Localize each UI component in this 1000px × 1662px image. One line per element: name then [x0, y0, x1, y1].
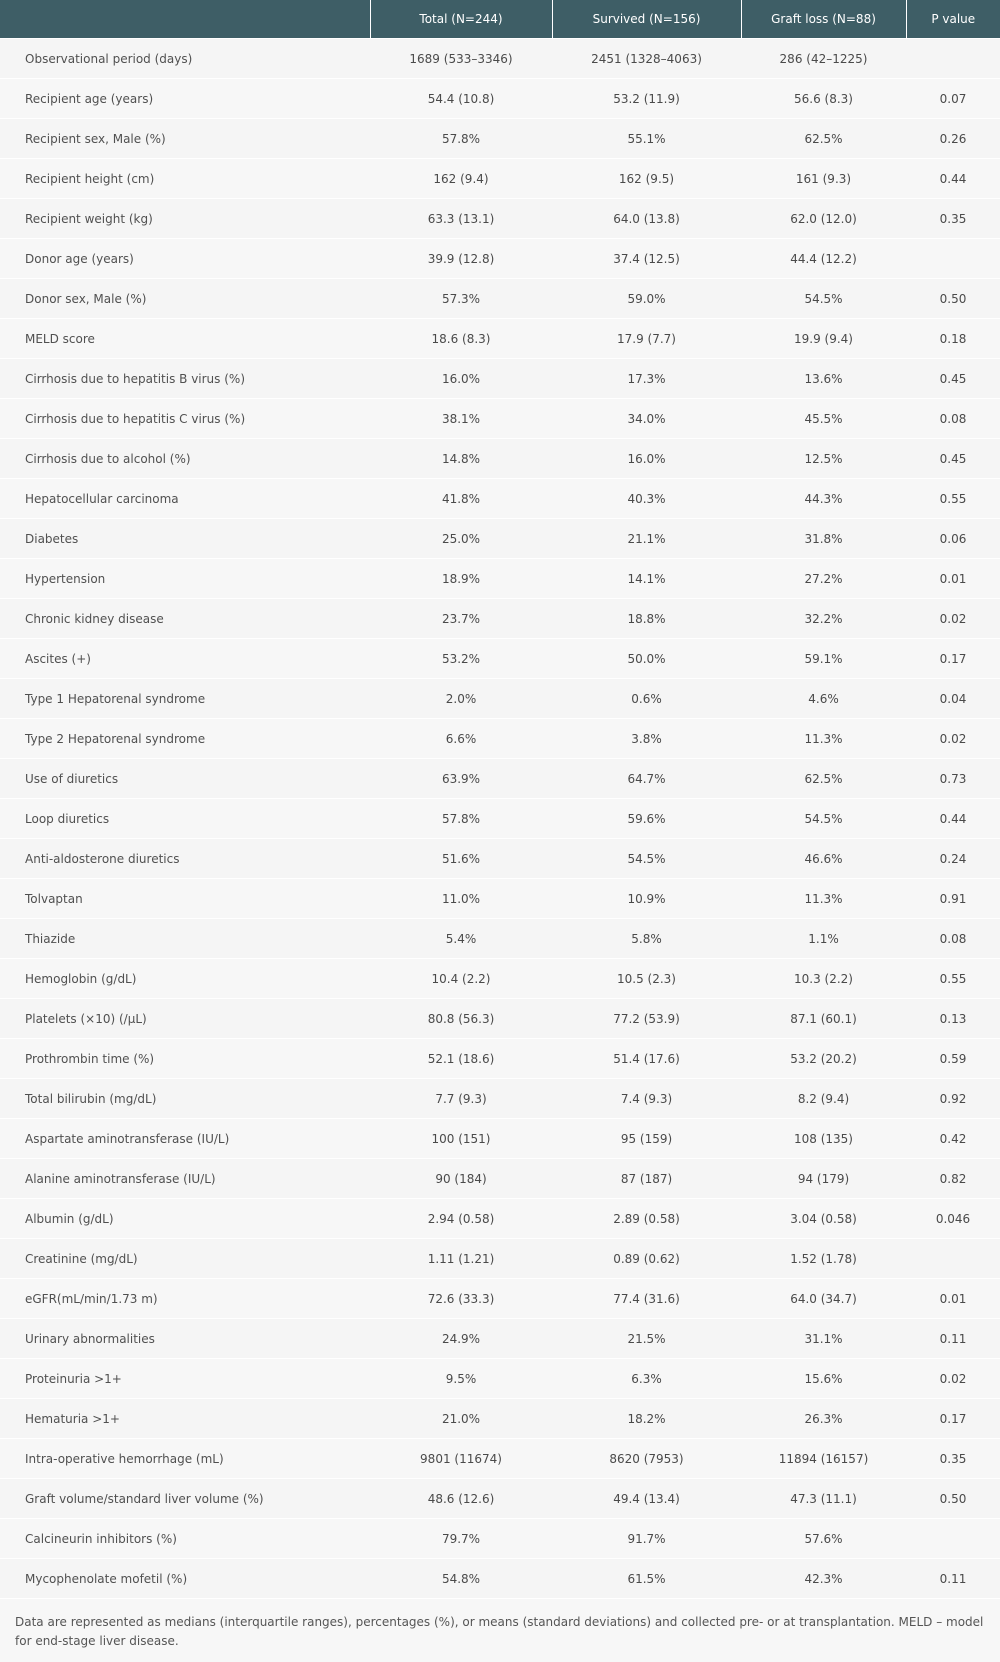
cell-graft-loss: 32.2% — [741, 599, 906, 639]
cell-survived: 10.5 (2.3) — [552, 959, 741, 999]
cell-total: 11.0% — [370, 879, 552, 919]
header-survived: Survived (N=156) — [552, 0, 741, 39]
table-row — [0, 799, 1000, 839]
row-label: Urinary abnormalities — [0, 1319, 370, 1359]
row-label: Type 2 Hepatorenal syndrome — [0, 719, 370, 759]
cell-survived: 50.0% — [552, 639, 741, 679]
cell-graft-loss: 44.3% — [741, 479, 906, 519]
cell-p-value: 0.59 — [906, 1039, 1000, 1079]
cell-graft-loss: 44.4 (12.2) — [741, 239, 906, 279]
cell-p-value: 0.08 — [906, 919, 1000, 959]
cell-survived: 51.4 (17.6) — [552, 1039, 741, 1079]
table-row — [0, 199, 1000, 239]
cell-p-value: 0.55 — [906, 479, 1000, 519]
cell-total: 39.9 (12.8) — [370, 239, 552, 279]
cell-total: 9.5% — [370, 1359, 552, 1399]
cell-p-value: 0.45 — [906, 439, 1000, 479]
cell-graft-loss: 54.5% — [741, 279, 906, 319]
cell-total: 57.8% — [370, 119, 552, 159]
cell-p-value: 0.45 — [906, 359, 1000, 399]
cell-survived: 0.6% — [552, 679, 741, 719]
cell-p-value: 0.04 — [906, 679, 1000, 719]
cell-graft-loss: 19.9 (9.4) — [741, 319, 906, 359]
cell-total: 54.8% — [370, 1559, 552, 1599]
row-label: Aspartate aminotransferase (IU/L) — [0, 1119, 370, 1159]
table-row — [0, 1199, 1000, 1239]
cell-total: 14.8% — [370, 439, 552, 479]
cell-survived: 18.2% — [552, 1399, 741, 1439]
table-header — [0, 0, 1000, 39]
table-row — [0, 239, 1000, 279]
table-row — [0, 439, 1000, 479]
table-row — [0, 759, 1000, 799]
table-row — [0, 39, 1000, 79]
row-label: Hematuria >1+ — [0, 1399, 370, 1439]
cell-total: 79.7% — [370, 1519, 552, 1559]
cell-p-value: 0.11 — [906, 1319, 1000, 1359]
cell-graft-loss: 11.3% — [741, 879, 906, 919]
row-label: Cirrhosis due to alcohol (%) — [0, 439, 370, 479]
cell-total: 57.8% — [370, 799, 552, 839]
cell-graft-loss: 54.5% — [741, 799, 906, 839]
cell-graft-loss: 62.0 (12.0) — [741, 199, 906, 239]
table-row — [0, 119, 1000, 159]
cell-survived: 21.5% — [552, 1319, 741, 1359]
table-row — [0, 359, 1000, 399]
cell-total: 38.1% — [370, 399, 552, 439]
cell-total: 63.9% — [370, 759, 552, 799]
table-row — [0, 79, 1000, 119]
cell-total: 18.6 (8.3) — [370, 319, 552, 359]
cell-graft-loss: 12.5% — [741, 439, 906, 479]
row-label: Proteinuria >1+ — [0, 1359, 370, 1399]
cell-graft-loss: 11894 (16157) — [741, 1439, 906, 1479]
table-row — [0, 999, 1000, 1039]
cell-total: 7.7 (9.3) — [370, 1079, 552, 1119]
cell-total: 41.8% — [370, 479, 552, 519]
cell-graft-loss: 31.8% — [741, 519, 906, 559]
row-label: Total bilirubin (mg/dL) — [0, 1079, 370, 1119]
row-label: Calcineurin inhibitors (%) — [0, 1519, 370, 1559]
row-label: Type 1 Hepatorenal syndrome — [0, 679, 370, 719]
row-label: Hemoglobin (g/dL) — [0, 959, 370, 999]
cell-survived: 59.6% — [552, 799, 741, 839]
cell-graft-loss: 87.1 (60.1) — [741, 999, 906, 1039]
cell-survived: 2.89 (0.58) — [552, 1199, 741, 1239]
row-label: eGFR(mL/min/1.73 m) — [0, 1279, 370, 1319]
cell-survived: 3.8% — [552, 719, 741, 759]
cell-graft-loss: 46.6% — [741, 839, 906, 879]
cell-graft-loss: 42.3% — [741, 1559, 906, 1599]
cell-survived: 91.7% — [552, 1519, 741, 1559]
cell-p-value: 0.046 — [906, 1199, 1000, 1239]
cell-survived: 77.2 (53.9) — [552, 999, 741, 1039]
cell-graft-loss: 161 (9.3) — [741, 159, 906, 199]
table-row — [0, 1519, 1000, 1559]
cell-p-value: 0.08 — [906, 399, 1000, 439]
cell-survived: 77.4 (31.6) — [552, 1279, 741, 1319]
cell-graft-loss: 1.52 (1.78) — [741, 1239, 906, 1279]
row-label: Recipient weight (kg) — [0, 199, 370, 239]
table-row — [0, 879, 1000, 919]
row-label: Chronic kidney disease — [0, 599, 370, 639]
row-label: Use of diuretics — [0, 759, 370, 799]
cell-total: 25.0% — [370, 519, 552, 559]
header-row — [0, 0, 1000, 39]
cell-p-value — [906, 1519, 1000, 1559]
row-label: Hepatocellular carcinoma — [0, 479, 370, 519]
cell-graft-loss: 45.5% — [741, 399, 906, 439]
cell-p-value — [906, 39, 1000, 79]
cell-total: 72.6 (33.3) — [370, 1279, 552, 1319]
cell-graft-loss: 59.1% — [741, 639, 906, 679]
cell-graft-loss: 62.5% — [741, 759, 906, 799]
table-row — [0, 1119, 1000, 1159]
table-row — [0, 559, 1000, 599]
cell-graft-loss: 62.5% — [741, 119, 906, 159]
table-row — [0, 1079, 1000, 1119]
cell-survived: 162 (9.5) — [552, 159, 741, 199]
cell-survived: 64.0 (13.8) — [552, 199, 741, 239]
cell-graft-loss: 31.1% — [741, 1319, 906, 1359]
cell-survived: 17.3% — [552, 359, 741, 399]
row-label: Thiazide — [0, 919, 370, 959]
cell-p-value: 0.44 — [906, 799, 1000, 839]
cell-graft-loss: 47.3 (11.1) — [741, 1479, 906, 1519]
table-row — [0, 159, 1000, 199]
cell-p-value — [906, 1239, 1000, 1279]
table-row — [0, 1279, 1000, 1319]
row-label: Hypertension — [0, 559, 370, 599]
cell-p-value: 0.01 — [906, 1279, 1000, 1319]
cell-p-value: 0.02 — [906, 1359, 1000, 1399]
cell-p-value: 0.01 — [906, 559, 1000, 599]
cell-total: 90 (184) — [370, 1159, 552, 1199]
cell-total: 48.6 (12.6) — [370, 1479, 552, 1519]
row-label: Donor age (years) — [0, 239, 370, 279]
cell-p-value: 0.17 — [906, 639, 1000, 679]
row-label: Diabetes — [0, 519, 370, 559]
table-row — [0, 1239, 1000, 1279]
cell-p-value: 0.55 — [906, 959, 1000, 999]
table-row — [0, 1319, 1000, 1359]
cell-p-value: 0.02 — [906, 719, 1000, 759]
cell-p-value: 0.91 — [906, 879, 1000, 919]
cell-survived: 54.5% — [552, 839, 741, 879]
cell-survived: 55.1% — [552, 119, 741, 159]
cell-graft-loss: 13.6% — [741, 359, 906, 399]
cell-total: 5.4% — [370, 919, 552, 959]
cell-total: 100 (151) — [370, 1119, 552, 1159]
row-label: Creatinine (mg/dL) — [0, 1239, 370, 1279]
cell-graft-loss: 64.0 (34.7) — [741, 1279, 906, 1319]
cell-total: 16.0% — [370, 359, 552, 399]
cell-graft-loss: 26.3% — [741, 1399, 906, 1439]
cell-survived: 8620 (7953) — [552, 1439, 741, 1479]
cell-survived: 49.4 (13.4) — [552, 1479, 741, 1519]
cell-survived: 18.8% — [552, 599, 741, 639]
row-label: Anti-aldosterone diuretics — [0, 839, 370, 879]
row-label: Prothrombin time (%) — [0, 1039, 370, 1079]
row-label: Intra-operative hemorrhage (mL) — [0, 1439, 370, 1479]
cell-survived: 21.1% — [552, 519, 741, 559]
cell-total: 2.0% — [370, 679, 552, 719]
cell-p-value: 0.11 — [906, 1559, 1000, 1599]
cell-survived: 2451 (1328–4063) — [552, 39, 741, 79]
cell-p-value: 0.13 — [906, 999, 1000, 1039]
cell-graft-loss: 8.2 (9.4) — [741, 1079, 906, 1119]
table-row — [0, 1039, 1000, 1079]
cell-total: 2.94 (0.58) — [370, 1199, 552, 1239]
row-label: Mycophenolate mofetil (%) — [0, 1559, 370, 1599]
cell-survived: 53.2 (11.9) — [552, 79, 741, 119]
cell-total: 51.6% — [370, 839, 552, 879]
row-label: Ascites (+) — [0, 639, 370, 679]
cell-total: 54.4 (10.8) — [370, 79, 552, 119]
cell-total: 63.3 (13.1) — [370, 199, 552, 239]
cell-total: 9801 (11674) — [370, 1439, 552, 1479]
cell-survived: 87 (187) — [552, 1159, 741, 1199]
row-label: Observational period (days) — [0, 39, 370, 79]
table-row — [0, 1359, 1000, 1399]
cell-p-value: 0.35 — [906, 1439, 1000, 1479]
row-label: Recipient height (cm) — [0, 159, 370, 199]
cell-survived: 61.5% — [552, 1559, 741, 1599]
cell-survived: 6.3% — [552, 1359, 741, 1399]
cell-p-value — [906, 239, 1000, 279]
cell-graft-loss: 11.3% — [741, 719, 906, 759]
cell-survived: 7.4 (9.3) — [552, 1079, 741, 1119]
table-row — [0, 519, 1000, 559]
cell-total: 10.4 (2.2) — [370, 959, 552, 999]
cell-survived: 37.4 (12.5) — [552, 239, 741, 279]
cell-p-value: 0.44 — [906, 159, 1000, 199]
cell-total: 162 (9.4) — [370, 159, 552, 199]
cell-p-value: 0.17 — [906, 1399, 1000, 1439]
cell-survived: 95 (159) — [552, 1119, 741, 1159]
cell-total: 52.1 (18.6) — [370, 1039, 552, 1079]
cell-survived: 0.89 (0.62) — [552, 1239, 741, 1279]
cell-total: 1689 (533–3346) — [370, 39, 552, 79]
cell-graft-loss: 10.3 (2.2) — [741, 959, 906, 999]
row-label: Cirrhosis due to hepatitis B virus (%) — [0, 359, 370, 399]
cell-survived: 59.0% — [552, 279, 741, 319]
cell-total: 53.2% — [370, 639, 552, 679]
table-row — [0, 839, 1000, 879]
cell-graft-loss: 94 (179) — [741, 1159, 906, 1199]
cell-p-value: 0.35 — [906, 199, 1000, 239]
cell-total: 6.6% — [370, 719, 552, 759]
cell-p-value: 0.26 — [906, 119, 1000, 159]
table-row — [0, 479, 1000, 519]
row-label: Albumin (g/dL) — [0, 1199, 370, 1239]
table-row — [0, 599, 1000, 639]
table-footnote: Data are represented as medians (interquartile ranges), percentages (%), or means (standard deviations) and collected pre- or at transplantation. MELD – model for end-stage liver disease. — [0, 1598, 1000, 1651]
cell-total: 80.8 (56.3) — [370, 999, 552, 1039]
cell-graft-loss: 3.04 (0.58) — [741, 1199, 906, 1239]
cell-survived: 64.7% — [552, 759, 741, 799]
cell-graft-loss: 53.2 (20.2) — [741, 1039, 906, 1079]
cell-graft-loss: 27.2% — [741, 559, 906, 599]
header-graft-loss: Graft loss (N=88) — [741, 0, 906, 39]
cell-p-value: 0.18 — [906, 319, 1000, 359]
table-row — [0, 639, 1000, 679]
cell-p-value: 0.73 — [906, 759, 1000, 799]
cell-survived: 40.3% — [552, 479, 741, 519]
table-row — [0, 319, 1000, 359]
table-row — [0, 719, 1000, 759]
cell-total: 21.0% — [370, 1399, 552, 1439]
cell-p-value: 0.07 — [906, 79, 1000, 119]
table-row — [0, 1479, 1000, 1519]
cell-total: 57.3% — [370, 279, 552, 319]
cell-graft-loss: 4.6% — [741, 679, 906, 719]
header-variable — [0, 0, 370, 39]
table-row — [0, 919, 1000, 959]
table-row — [0, 1439, 1000, 1479]
row-label: Graft volume/standard liver volume (%) — [0, 1479, 370, 1519]
cell-graft-loss: 1.1% — [741, 919, 906, 959]
cell-graft-loss: 286 (42–1225) — [741, 39, 906, 79]
table-body — [0, 39, 1000, 1599]
row-label: Loop diuretics — [0, 799, 370, 839]
table-row — [0, 279, 1000, 319]
cell-graft-loss: 108 (135) — [741, 1119, 906, 1159]
cell-p-value: 0.24 — [906, 839, 1000, 879]
table-row — [0, 959, 1000, 999]
cell-total: 1.11 (1.21) — [370, 1239, 552, 1279]
cell-p-value: 0.42 — [906, 1119, 1000, 1159]
cell-total: 18.9% — [370, 559, 552, 599]
row-label: Cirrhosis due to hepatitis C virus (%) — [0, 399, 370, 439]
table-row — [0, 399, 1000, 439]
table-row — [0, 1559, 1000, 1599]
table-row — [0, 1399, 1000, 1439]
row-label: Recipient age (years) — [0, 79, 370, 119]
cell-survived: 16.0% — [552, 439, 741, 479]
row-label: Donor sex, Male (%) — [0, 279, 370, 319]
row-label: MELD score — [0, 319, 370, 359]
header-p-value: P value — [906, 0, 1000, 39]
cell-survived: 17.9 (7.7) — [552, 319, 741, 359]
cell-survived: 34.0% — [552, 399, 741, 439]
cell-p-value: 0.92 — [906, 1079, 1000, 1119]
cell-graft-loss: 56.6 (8.3) — [741, 79, 906, 119]
cell-p-value: 0.06 — [906, 519, 1000, 559]
cell-total: 24.9% — [370, 1319, 552, 1359]
row-label: Platelets (×10) (/μL) — [0, 999, 370, 1039]
table-row — [0, 679, 1000, 719]
cell-p-value: 0.50 — [906, 279, 1000, 319]
cell-graft-loss: 15.6% — [741, 1359, 906, 1399]
cell-survived: 10.9% — [552, 879, 741, 919]
cell-survived: 14.1% — [552, 559, 741, 599]
cell-survived: 5.8% — [552, 919, 741, 959]
row-label: Recipient sex, Male (%) — [0, 119, 370, 159]
cell-graft-loss: 57.6% — [741, 1519, 906, 1559]
row-label: Tolvaptan — [0, 879, 370, 919]
row-label: Alanine aminotransferase (IU/L) — [0, 1159, 370, 1199]
cell-p-value: 0.02 — [906, 599, 1000, 639]
header-total: Total (N=244) — [370, 0, 552, 39]
cell-total: 23.7% — [370, 599, 552, 639]
table-row — [0, 1159, 1000, 1199]
cell-p-value: 0.82 — [906, 1159, 1000, 1199]
cell-p-value: 0.50 — [906, 1479, 1000, 1519]
